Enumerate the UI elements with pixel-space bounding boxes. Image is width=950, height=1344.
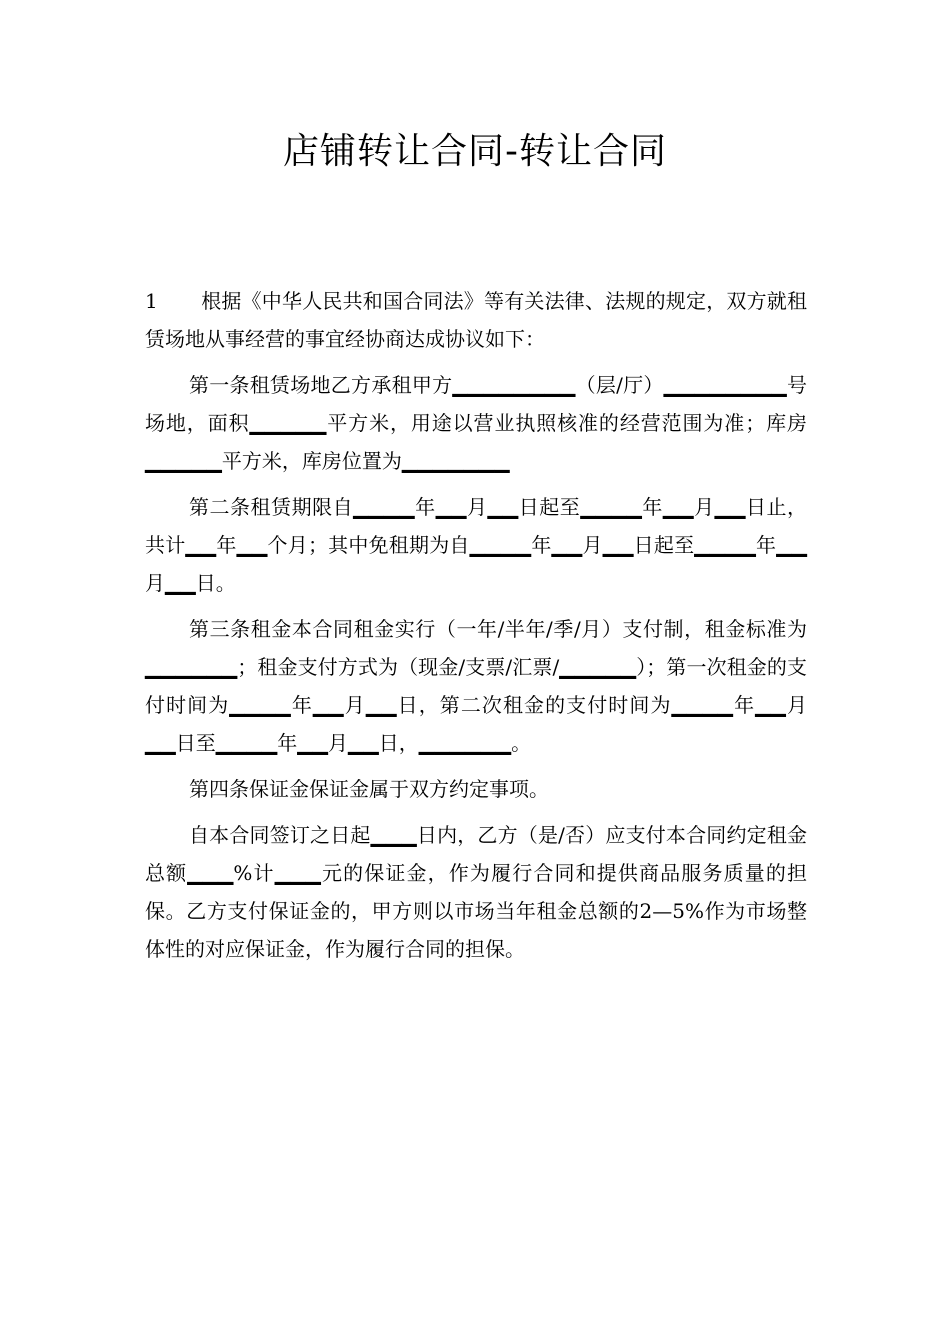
document-body xyxy=(145,282,807,976)
document-title: 店铺转让合同-转让合同 xyxy=(283,131,667,172)
paragraph-1 xyxy=(145,282,807,358)
paragraph-text: 根据《中华人民共和国合同法》等有关法律、法规的规定，双方就租赁场地从事经营的事宜经协商达成协议如下： xyxy=(145,289,807,351)
clause-4-deposit: 第四条保证金保证金属于双方约定事项。 xyxy=(189,777,549,801)
paragraph-number: 1 xyxy=(145,289,158,313)
clause-2-term: 第二条租赁期限自▁▁▁▁年▁▁月▁▁日起至▁▁▁▁年▁▁月▁▁日止，共计▁▁年▁▁个月；其中免租期为自▁▁▁▁年▁▁月▁▁日起至▁▁▁▁年▁▁月▁▁日。 xyxy=(145,495,807,595)
clause-1-premises: 第一条租赁场地乙方承租甲方▁▁▁▁▁▁▁▁（层/厅）▁▁▁▁▁▁▁▁号场地，面积▁▁▁▁▁平方米，用途以营业执照核准的经营范围为准；库房▁▁▁▁▁平方米，库房位置为▁▁▁▁▁▁▁ xyxy=(145,373,807,473)
deposit-details: 自本合同签订之日起▁▁▁日内，乙方（是/否）应支付本合同约定租金总额▁▁▁%计▁▁▁元的保证金，作为履行合同和提供商品服务质量的担保。乙方支付保证金的，甲方则以市场当年租金总额的2—5%作为市场整体性的对应保证金，作为履行合同的担保。 xyxy=(145,823,807,961)
clause-3-rent: 第三条租金本合同租金实行（一年/半年/季/月）支付制，租金标准为▁▁▁▁▁▁；租金支付方式为（现金/支票/汇票/▁▁▁▁▁）；第一次租金的支付时间为▁▁▁▁年▁▁月▁▁日，第二次租金的支付时间为▁▁▁▁年▁▁月▁▁日至▁▁▁▁年▁▁月▁▁日，▁▁▁▁▁▁。 xyxy=(145,617,807,755)
